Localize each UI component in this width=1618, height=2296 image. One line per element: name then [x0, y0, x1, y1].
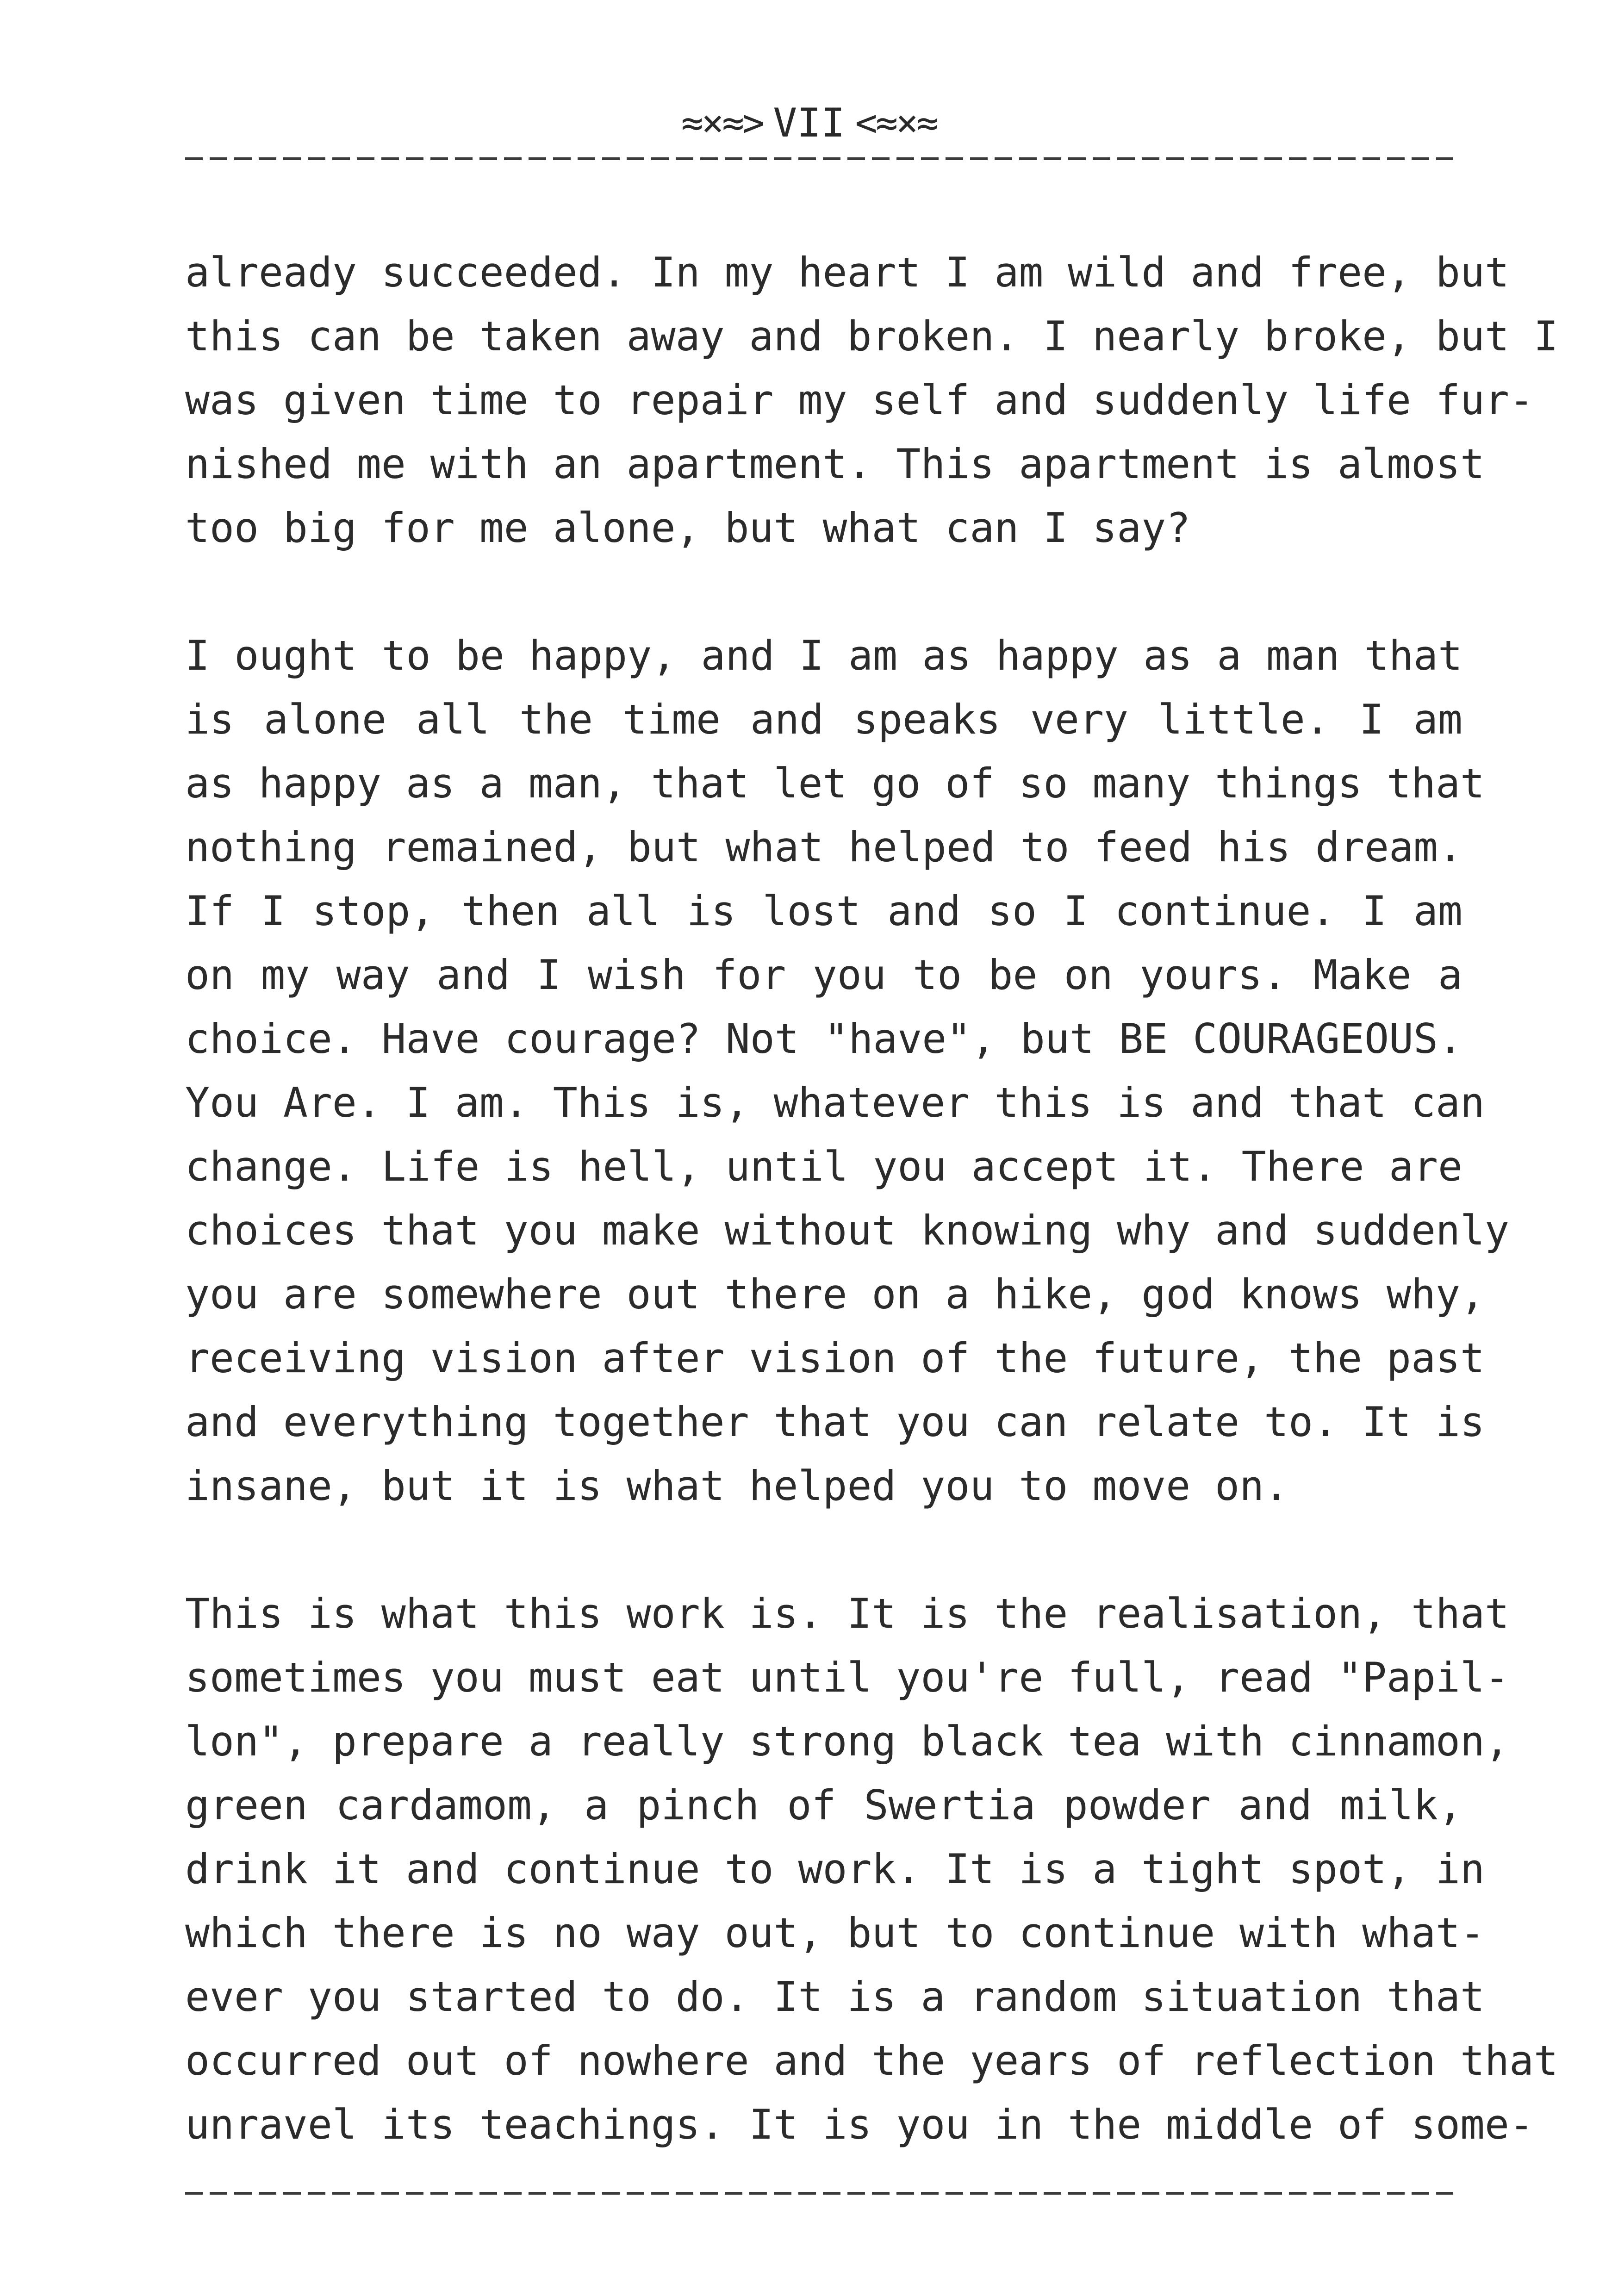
text-line: sometimes you must eat until you're full, read "Papil-	[185, 1654, 1509, 1701]
text-line: was given time to repair my self and suddenly life fur-	[185, 376, 1534, 424]
text-line: too big for me alone, but what can I say?	[185, 504, 1191, 552]
chapter-heading	[0, 95, 1618, 149]
text-line: insane, but it is what helped you to move on.	[185, 1462, 1289, 1510]
ornament-right-icon: <≈×≈	[855, 101, 937, 144]
text-line: unravel its teachings. It is you in the middle of some-	[185, 2101, 1534, 2148]
text-line: This is what this work is. It is the realisation, that	[185, 1590, 1509, 1637]
text-line: is alone all the time and speaks very little. I am	[185, 696, 1462, 743]
text-line: which there is no way out, but to continue with what-	[185, 1909, 1485, 1957]
paragraph-2	[185, 624, 1509, 1518]
paragraph-3	[185, 1582, 1558, 2157]
text-line: on my way and I wish for you to be on yours. Make a	[185, 951, 1462, 999]
text-line: If I stop, then all is lost and so I continue. I am	[185, 887, 1462, 935]
bottom-dashed-rule	[185, 2192, 1453, 2195]
text-line: already succeeded. In my heart I am wild and free, but	[185, 249, 1509, 296]
text-line: receiving vision after vision of the future, the past	[185, 1334, 1485, 1382]
text-line: nothing remained, but what helped to feed his dream.	[185, 823, 1462, 871]
body-text	[185, 241, 1558, 2157]
top-dashed-rule	[185, 157, 1453, 160]
text-line: as happy as a man, that let go of so many things that	[185, 759, 1485, 807]
ornament-left-icon: ≈×≈>	[681, 101, 763, 144]
text-line: change. Life is hell, until you accept it. There are	[185, 1143, 1462, 1190]
text-line: green cardamom, a pinch of Swertia powder and milk,	[185, 1781, 1462, 1829]
text-line: this can be taken away and broken. I nearly broke, but I	[185, 312, 1558, 360]
chapter-numeral: VII	[773, 100, 845, 146]
text-line: You Are. I am. This is, whatever this is and that can	[185, 1079, 1485, 1126]
text-line: ever you started to do. It is a random situation that	[185, 1973, 1485, 2021]
text-line: occurred out of nowhere and the years of reflection that	[185, 2037, 1558, 2084]
text-line: I ought to be happy, and I am as happy as a man that	[185, 632, 1462, 679]
text-line: drink it and continue to work. It is a tight spot, in	[185, 1845, 1485, 1893]
text-line: you are somewhere out there on a hike, god knows why,	[185, 1270, 1485, 1318]
text-line: choices that you make without knowing why and suddenly	[185, 1207, 1509, 1254]
text-line: lon", prepare a really strong black tea with cinnamon,	[185, 1717, 1509, 1765]
text-line: choice. Have courage? Not "have", but BE COURAGEOUS.	[185, 1015, 1462, 1063]
text-line: and everything together that you can relate to. It is	[185, 1398, 1485, 1446]
text-line: nished me with an apartment. This apartment is almost	[185, 440, 1485, 488]
paragraph-1	[185, 241, 1558, 560]
